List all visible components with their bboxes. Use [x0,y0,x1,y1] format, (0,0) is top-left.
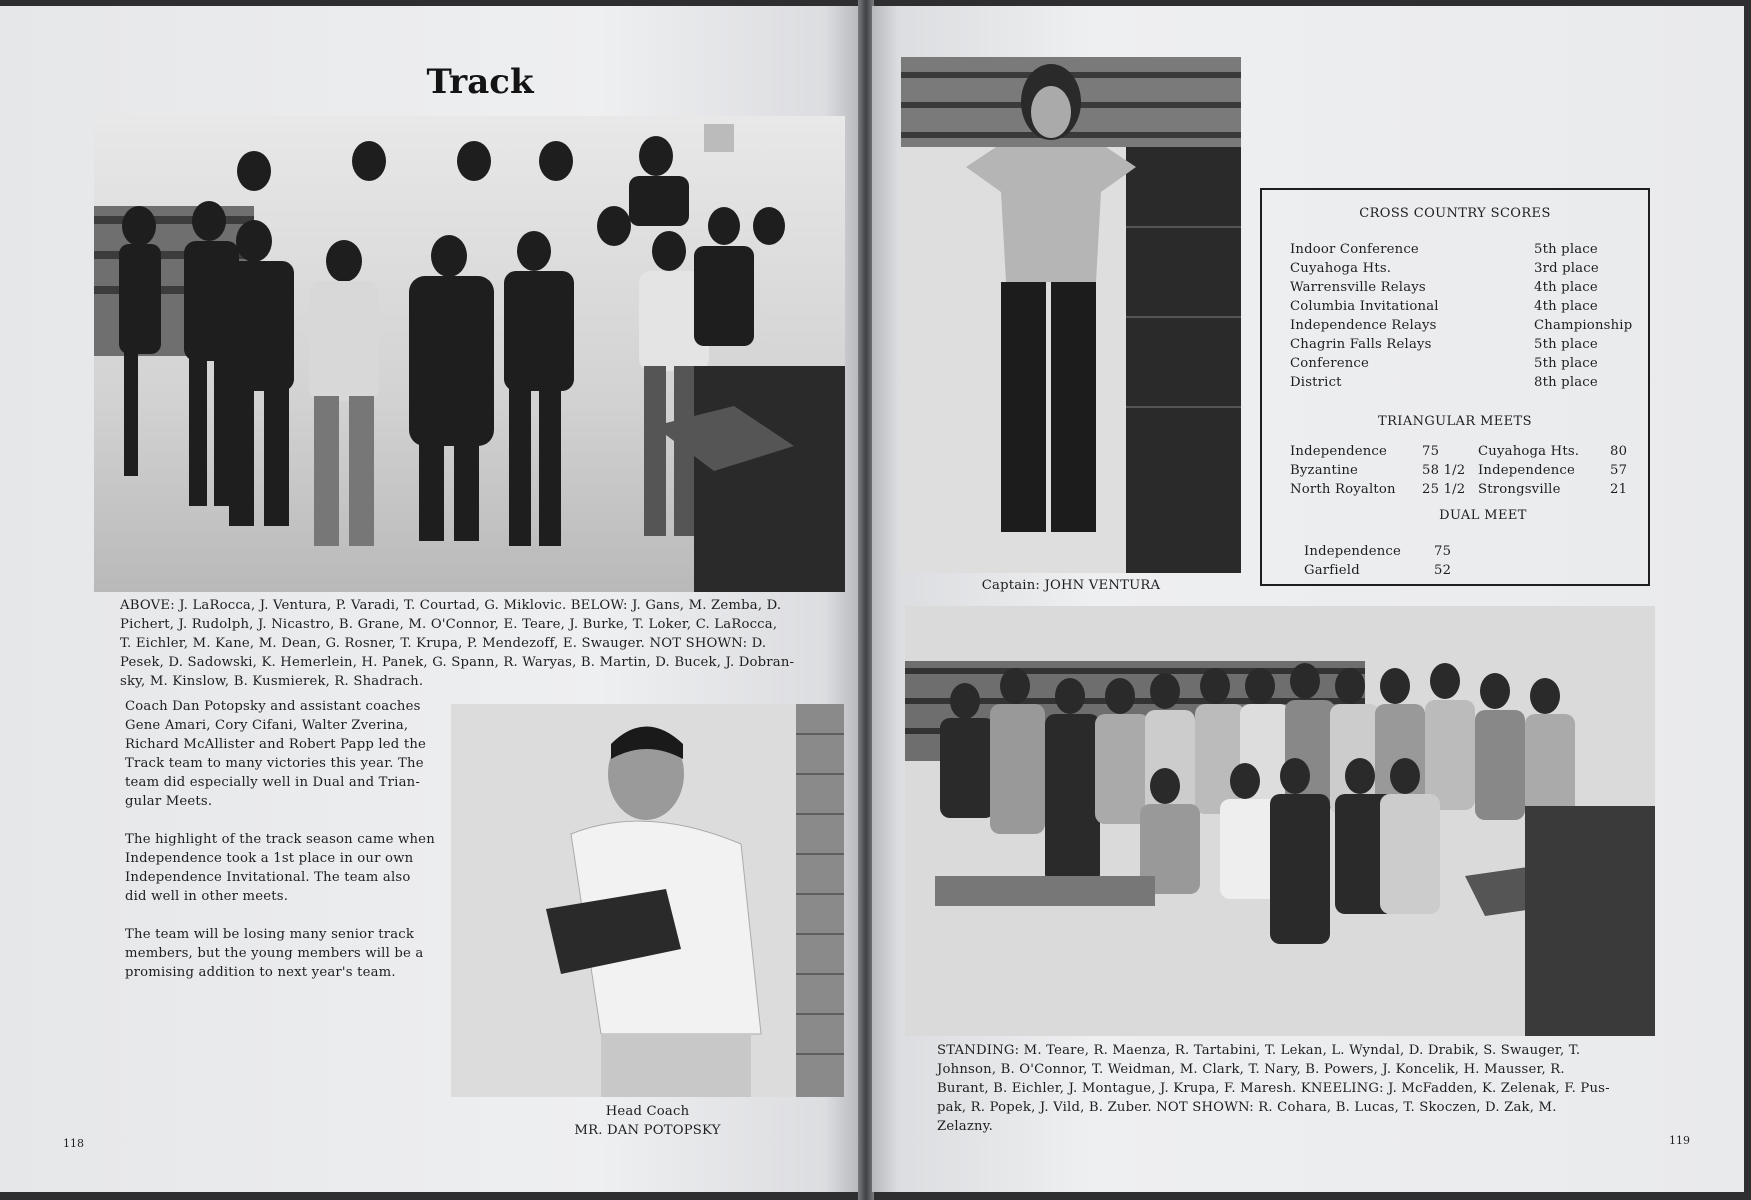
page-title: Track [426,62,534,102]
text-line: promising addition to next year's team. [125,965,396,980]
cross-country-team-photo [905,606,1655,1036]
caption-line: Pesek, D. Sadowski, K. Hemerlein, H. Panek, G. Spann, R. Waryas, B. Martin, D. Bucek, J. Dobran- [120,655,795,670]
text-line: Richard McAllister and Robert Papp led the [125,737,427,752]
team-score: 21 [1610,482,1628,497]
cross-country-caption [937,1041,1637,1136]
caption-line: T. Eichler, M. Kane, M. Dean, G. Rosner, T. Krupa, P. Mendezoff, E. Swauger. NOT SHOWN: D. [120,636,767,651]
team-photo-icon [94,116,845,592]
team-name: Independence [1290,444,1388,459]
text-line: did well in other meets. [125,889,289,904]
coach-photo-icon [451,704,844,1097]
caption-line: Pichert, J. Rudolph, J. Nicastro, B. Grane, M. O'Connor, E. Teare, J. Burke, T. Loker, C. LaRocca, [120,617,778,632]
score-row [1290,242,1630,261]
captain-caption: Captain: JOHN VENTURA [981,578,1161,593]
dual-row [1304,544,1654,563]
season-summary-text [125,697,450,1001]
group-photo-icon [905,606,1655,1036]
text-line: Coach Dan Potopsky and assistant coaches [125,699,421,714]
caption-line: Zelazny. [937,1119,993,1134]
dual-meet-title: DUAL MEET [1439,508,1527,523]
team-score: 25 1/2 [1422,482,1466,497]
scores-title: CROSS COUNTRY SCORES [1359,206,1551,221]
team-score: 75 [1422,444,1440,459]
captain-photo-icon [901,57,1241,573]
text-line: Track team to many victories this year. The [125,756,424,771]
event-place: 4th place [1534,299,1598,314]
text-line: members, but the young members will be a [125,946,424,961]
event-name: Columbia Invitational [1290,299,1439,314]
team-name: North Royalton [1290,482,1396,497]
event-place: 8th place [1534,375,1598,390]
event-name: Independence Relays [1290,318,1437,333]
team-photo-caption [120,596,840,691]
score-row [1290,356,1630,375]
caption-line: Burant, B. Eichler, J. Montague, J. Krupa, F. Maresh. KNEELING: J. McFadden, K. Zelenak, F. Pus- [937,1081,1610,1096]
team-name: Cuyahoga Hts. [1478,444,1580,459]
score-row [1290,337,1630,356]
event-name: Warrensville Relays [1290,280,1426,295]
summary-paragraph [125,697,450,811]
text-line: The highlight of the track season came when [125,832,435,847]
triangular-row [1290,482,1640,501]
text-line: Independence Invitational. The team also [125,870,411,885]
team-name: Independence [1478,463,1576,478]
coach-title: Head Coach [605,1104,690,1119]
event-place: 5th place [1534,337,1598,352]
page-number-left: 118 [63,1137,84,1150]
dual-row [1304,563,1654,582]
triangular-title: TRIANGULAR MEETS [1378,414,1532,429]
event-place: 4th place [1534,280,1598,295]
event-name: Conference [1290,356,1370,371]
team-name: Byzantine [1290,463,1359,478]
score-row [1290,318,1633,337]
head-coach-caption [451,1102,844,1140]
event-name: Indoor Conference [1290,242,1419,257]
caption-line: sky, M. Kinslow, B. Kusmierek, R. Shadrach. [120,674,424,689]
triangular-row [1290,463,1640,482]
team-name: Independence [1304,544,1402,559]
head-coach-photo [451,704,844,1097]
team-score: 80 [1610,444,1628,459]
text-line: Independence took a 1st place in our own [125,851,414,866]
score-row [1290,375,1630,394]
captain-photo [901,57,1241,573]
event-place: 5th place [1534,356,1598,371]
team-score: 57 [1610,463,1628,478]
team-name: Garfield [1304,563,1360,578]
coach-name: MR. DAN POTOPSKY [574,1123,721,1138]
event-place: 3rd place [1534,261,1599,276]
text-line: team did especially well in Dual and Trian- [125,775,420,790]
summary-paragraph [125,925,450,982]
text-line: gular Meets. [125,794,213,809]
caption-line: STANDING: M. Teare, R. Maenza, R. Tartabini, T. Lekan, L. Wyndal, D. Drabik, S. Swauger, T. [937,1043,1581,1058]
event-place: Championship [1534,318,1633,333]
team-name: Strongsville [1478,482,1561,497]
caption-line: Johnson, B. O'Connor, T. Weidman, M. Clark, T. Nary, B. Powers, J. Koncelik, H. Mausser, R. [937,1062,1565,1077]
page-number-right: 119 [1669,1134,1690,1147]
cross-country-scores-box [1260,188,1650,586]
team-score: 52 [1434,563,1452,578]
event-name: Cuyahoga Hts. [1290,261,1392,276]
text-line: Gene Amari, Cory Cifani, Walter Zverina, [125,718,409,733]
event-place: 5th place [1534,242,1598,257]
score-row [1290,280,1630,299]
team-score: 75 [1434,544,1452,559]
text-line: The team will be losing many senior track [125,927,415,942]
team-score: 58 1/2 [1422,463,1466,478]
caption-line: pak, R. Popek, J. Vild, B. Zuber. NOT SHOWN: R. Cohara, B. Lucas, T. Skoczen, D. Zak, M. [937,1100,1557,1115]
summary-paragraph [125,830,450,906]
track-team-photo [94,116,845,592]
event-name: Chagrin Falls Relays [1290,337,1432,352]
caption-line: ABOVE: J. LaRocca, J. Ventura, P. Varadi, T. Courtad, G. Miklovic. BELOW: J. Gans, M. Zemba, D. [120,598,782,613]
triangular-row [1290,444,1640,463]
score-row [1290,299,1630,318]
score-row [1290,261,1630,280]
event-name: District [1290,375,1342,390]
